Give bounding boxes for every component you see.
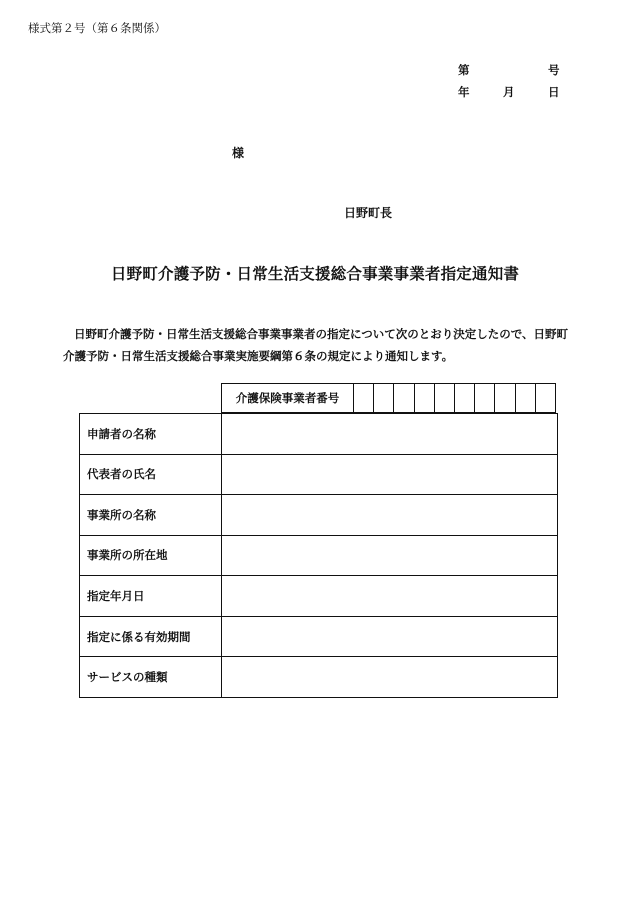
addressee-suffix: 様 [232, 146, 245, 160]
table-row-validity-period [80, 616, 557, 657]
table-row-applicant-name [80, 413, 557, 454]
insurance-number-digit-box [536, 384, 555, 412]
issuer-name: 日野町長 [344, 206, 393, 220]
table-row-representative-name [80, 454, 557, 495]
issue-date-line [458, 84, 562, 102]
number-suffix: 号 [548, 63, 560, 77]
representative-name-value-cell [222, 455, 557, 495]
table-row-office-address [80, 535, 557, 576]
insurance-number-digit-box [354, 384, 374, 412]
row-label: 指定年月日 [80, 576, 222, 616]
insurance-number-digit-box [495, 384, 515, 412]
designation-date-value-cell [222, 576, 557, 616]
notice-body-line-1: 日野町介護予防・日常生活支援総合事業事業者の指定について次のとおり決定したので、日野町 [74, 327, 569, 341]
month-label: 月 [503, 85, 515, 99]
table-rows [79, 413, 558, 698]
insurance-number-label: 介護保険事業者番号 [222, 384, 354, 412]
row-label: 申請者の名称 [80, 414, 222, 454]
year-label: 年 [458, 85, 470, 99]
insurance-number-digit-box [394, 384, 414, 412]
row-label: 事業所の名称 [80, 495, 222, 535]
notice-body-line-2: 介護予防・日常生活支援総合事業実施要綱第６条の規定により通知します。 [63, 349, 454, 363]
insurance-number-digit-box [455, 384, 475, 412]
row-label: サービスの種類 [80, 657, 222, 697]
day-label: 日 [548, 85, 560, 99]
form-code: 様式第２号（第６条関係） [28, 21, 166, 35]
table-row-service-type [80, 656, 557, 697]
insurance-number-header [221, 383, 556, 413]
insurance-number-digit-box [415, 384, 435, 412]
table-row-designation-date [80, 575, 557, 616]
insurance-number-digit-box [475, 384, 495, 412]
service-type-value-cell [222, 657, 557, 697]
row-label: 指定に係る有効期間 [80, 617, 222, 657]
notice-body [63, 323, 569, 367]
table-row-office-name [80, 494, 557, 535]
row-label: 代表者の氏名 [80, 455, 222, 495]
insurance-number-digit-box [435, 384, 455, 412]
insurance-number-digit-box [374, 384, 394, 412]
document-number-line [458, 62, 562, 80]
document-title: 日野町介護予防・日常生活支援総合事業事業者指定通知書 [110, 265, 520, 283]
office-name-value-cell [222, 495, 557, 535]
applicant-name-value-cell [222, 414, 557, 454]
row-label: 事業所の所在地 [80, 536, 222, 576]
designation-details-table [79, 383, 558, 698]
number-prefix: 第 [458, 63, 470, 77]
office-address-value-cell [222, 536, 557, 576]
validity-period-value-cell [222, 617, 557, 657]
insurance-number-digit-box [516, 384, 536, 412]
